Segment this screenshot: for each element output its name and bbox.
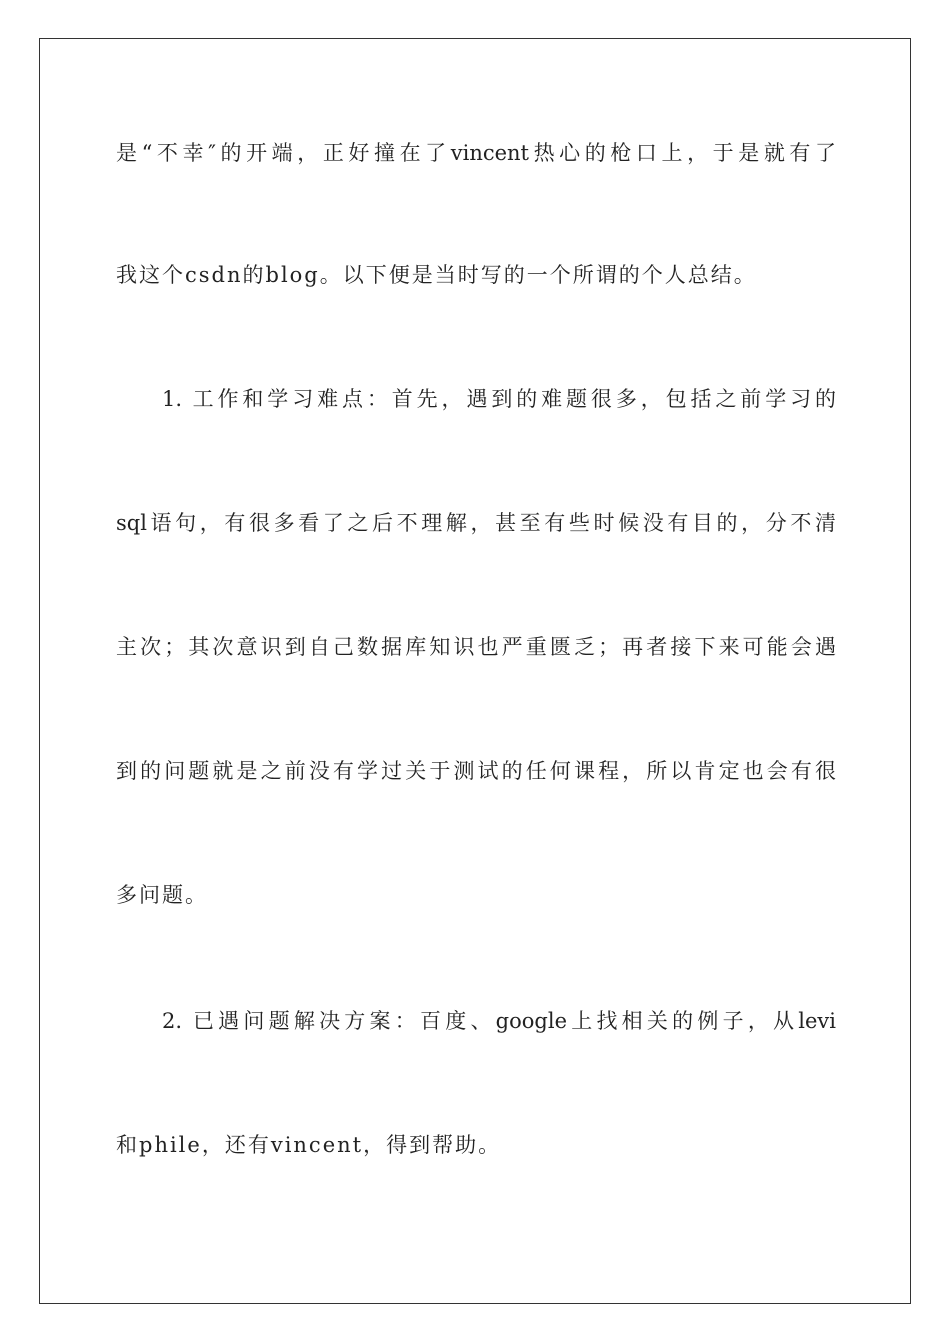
list-item-1-line-4: 到的问题就是之前没有学过关于测试的任何课程，所以肯定也会有很 — [116, 759, 836, 783]
page-border — [39, 38, 911, 1304]
paragraph-line-1: 是“不幸″的开端，正好撞在了vincent热心的枪口上，于是就有了 — [116, 141, 836, 165]
list-item-1-line-5: 多问题。 — [116, 883, 208, 907]
list-item-1-line-1: 1. 工作和学习难点：首先，遇到的难题很多，包括之前学习的 — [162, 387, 836, 411]
list-item-1-line-3: 主次；其次意识到自己数据库知识也严重匮乏；再者接下来可能会遇 — [116, 635, 836, 659]
paragraph-line-2: 我这个csdn的blog。以下便是当时写的一个所谓的个人总结。 — [116, 263, 757, 287]
list-item-2-line-1: 2. 已遇问题解决方案：百度、google上找相关的例子，从levi — [162, 1009, 836, 1033]
list-item-2-line-2: 和phile，还有vincent，得到帮助。 — [116, 1133, 502, 1157]
list-item-1-line-2: sql语句，有很多看了之后不理解，甚至有些时候没有目的，分不清 — [116, 511, 836, 535]
